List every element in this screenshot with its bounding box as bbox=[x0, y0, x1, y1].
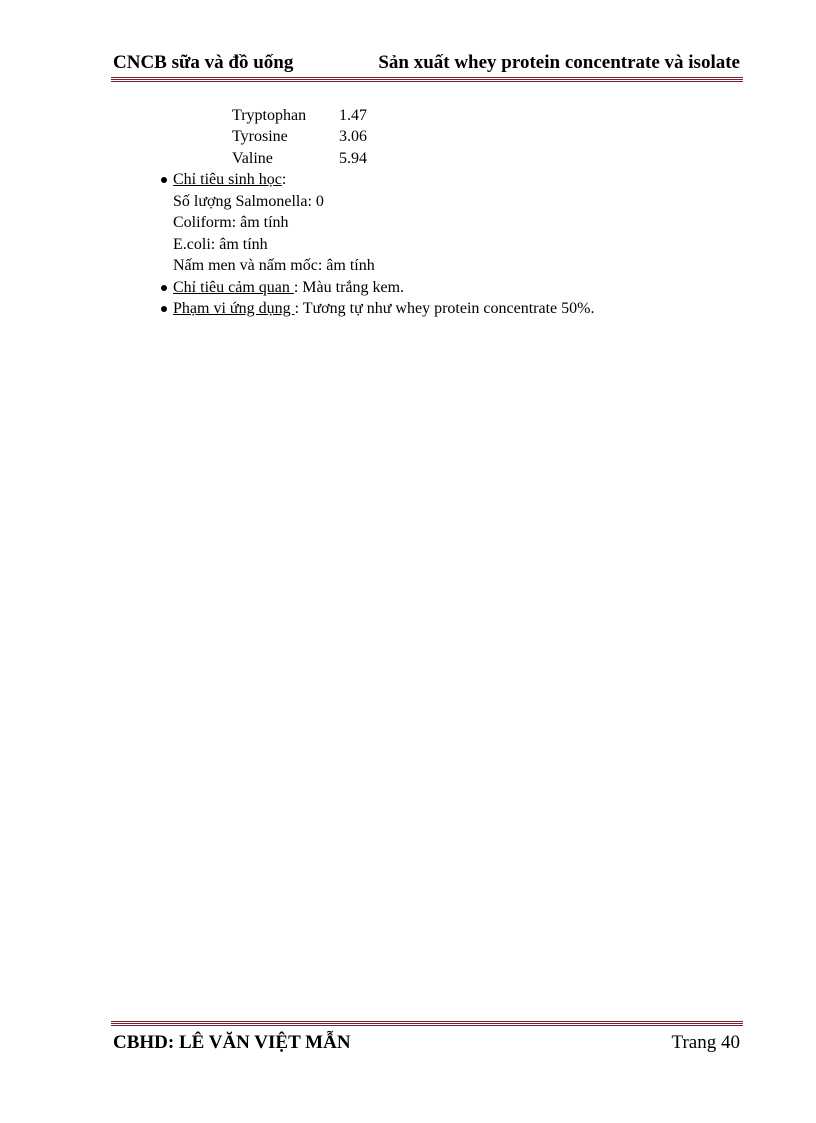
header-course-title: CNCB sữa và đồ uống bbox=[113, 52, 294, 73]
sensory-text: : Màu trắng kem. bbox=[293, 278, 405, 296]
table-row bbox=[232, 148, 367, 170]
application-text: : Tương tự như whey protein concentrate 50%. bbox=[294, 300, 595, 317]
biological-suffix: : bbox=[281, 171, 287, 188]
amino-acid-value: 5.94 bbox=[339, 149, 367, 167]
table-row bbox=[232, 105, 367, 127]
amino-acid-name: Valine bbox=[232, 149, 273, 167]
page-footer bbox=[113, 1032, 740, 1056]
table-row bbox=[232, 127, 367, 149]
amino-acid-value: 1.47 bbox=[339, 106, 367, 124]
sensory-line bbox=[160, 277, 740, 299]
sensory-label: Chỉ tiêu cảm quan bbox=[173, 278, 294, 296]
list-item: E.coli: âm tính bbox=[173, 235, 268, 253]
amino-acid-value: 3.06 bbox=[339, 128, 367, 146]
page-number: Trang 40 bbox=[671, 1032, 740, 1053]
amino-acid-name: Tryptophan bbox=[232, 106, 307, 124]
footer-rule bbox=[111, 1021, 743, 1027]
bullet-icon bbox=[161, 177, 167, 183]
application-label: Phạm vi ứng dụng bbox=[173, 300, 295, 317]
bullet-icon bbox=[161, 285, 167, 291]
bullet-icon bbox=[161, 306, 167, 312]
biological-label: Chỉ tiêu sinh học bbox=[173, 171, 282, 188]
amino-acid-table bbox=[232, 105, 367, 170]
list-item: Coliform: âm tính bbox=[173, 214, 289, 231]
amino-acid-name: Tyrosine bbox=[232, 128, 288, 146]
application-line bbox=[160, 298, 740, 320]
header-rule bbox=[111, 77, 743, 83]
list-item: Số lượng Salmonella: 0 bbox=[173, 192, 324, 210]
header-document-title: Sản xuất whey protein concentrate và isolate bbox=[378, 52, 740, 73]
list-item: Nấm men và nấm mốc: âm tính bbox=[173, 257, 375, 274]
footer-supervisor: CBHD: LÊ VĂN VIỆT MẪN bbox=[113, 1032, 351, 1053]
biological-heading bbox=[160, 169, 740, 191]
page-header bbox=[113, 52, 740, 76]
specifications-block bbox=[160, 169, 740, 320]
